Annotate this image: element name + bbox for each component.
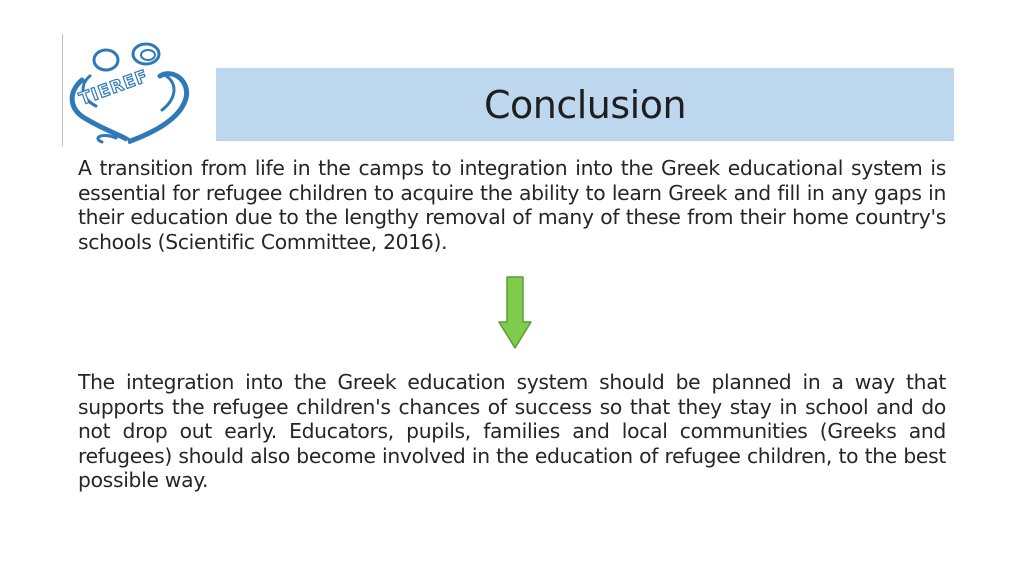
down-arrow-icon — [497, 276, 533, 350]
conclusion-paragraph-1: A transition from life in the camps to integration into the Greek educational system is essential for refugee children to acquire the ability to learn Greek and fill in any gaps in their education due to the lengthy removal of many of these from their home country's schools (Scientific Committee, 2016). — [78, 156, 946, 254]
slide-title: Conclusion — [483, 82, 687, 127]
logo-wordmark: TIEREF — [76, 66, 152, 110]
conclusion-paragraph-2: The integration into the Greek education system should be planned in a way that supports the refugee children's chances of success so that they stay in school and do not drop out early. Educators, pupils, families and local communities (Greeks and refugees) should also become involved in the education of refugee children, to the best possible way. — [78, 370, 946, 493]
title-bar — [216, 68, 954, 141]
